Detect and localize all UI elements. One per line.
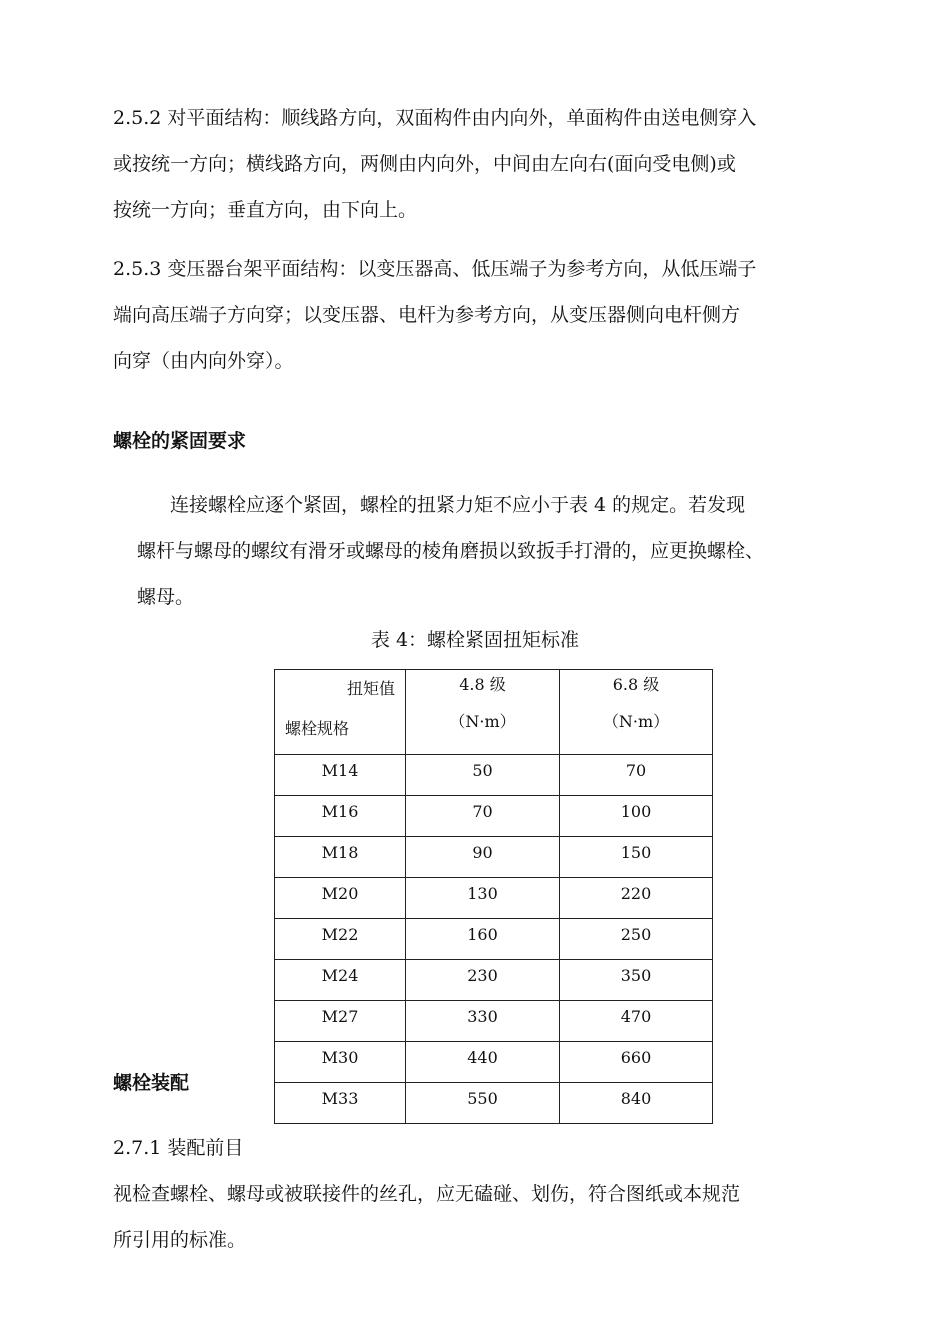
cell-spec: M22: [275, 919, 406, 960]
text-line: 螺母。: [137, 586, 195, 608]
table-row: [275, 796, 713, 837]
cell-4-8: 70: [406, 796, 560, 837]
paragraph-2-7-1: [113, 1125, 873, 1263]
table-row: [275, 837, 713, 878]
cell-4-8: 90: [406, 837, 560, 878]
header-grade-label: 6.8 级: [612, 675, 660, 694]
cell-4-8: 230: [406, 960, 560, 1001]
text-line: 2.5.3 变压器台架平面结构：以变压器高、低压端子为参考方向，从低压端子: [113, 258, 757, 280]
text-line: 或按统一方向；横线路方向，两侧由内向外，中间由左向右(面向受电侧)或: [113, 153, 736, 175]
cell-6-8: 660: [560, 1042, 713, 1083]
text-line: 端向高压端子方向穿；以变压器、电杆为参考方向，从变压器侧向电杆侧方: [113, 304, 741, 326]
cell-spec: M30: [275, 1042, 406, 1083]
text-line: 连接螺栓应逐个紧固，螺栓的扭紧力矩不应小于表 4 的规定。若发现: [170, 494, 746, 516]
text-line: 按统一方向；垂直方向，由下向上。: [113, 199, 418, 221]
header-grade-label: 4.8 级: [459, 675, 506, 694]
cell-spec: M27: [275, 1001, 406, 1042]
cell-6-8: 350: [560, 960, 713, 1001]
table-row: [275, 919, 713, 960]
table-row: [275, 1083, 713, 1124]
cell-6-8: 470: [560, 1001, 713, 1042]
cell-6-8: 70: [560, 755, 713, 796]
cell-6-8: 250: [560, 919, 713, 960]
table-row: [275, 1042, 713, 1083]
cell-4-8: 550: [406, 1083, 560, 1124]
cell-spec: M24: [275, 960, 406, 1001]
header-corner-bottom: 螺栓规格: [285, 719, 350, 738]
section-heading-assembly: 螺栓装配: [113, 1072, 190, 1094]
header-corner-cell: [275, 670, 406, 755]
cell-4-8: 160: [406, 919, 560, 960]
cell-spec: M33: [275, 1083, 406, 1124]
text-line: 2.7.1 装配前目: [113, 1137, 244, 1159]
cell-spec: M14: [275, 755, 406, 796]
cell-4-8: 50: [406, 755, 560, 796]
cell-6-8: 100: [560, 796, 713, 837]
text-line: 所引用的标准。: [113, 1229, 247, 1251]
section-heading-tightening: 螺栓的紧固要求: [113, 430, 247, 452]
header-grade-4-8: [406, 670, 560, 755]
table-header-row: [275, 670, 713, 755]
cell-spec: M16: [275, 796, 406, 837]
table-row: [275, 755, 713, 796]
table-row: [275, 960, 713, 1001]
paragraph-tightening: [113, 482, 873, 620]
header-unit-label: （N·m）: [602, 712, 670, 731]
header-corner-top: 扭矩值: [346, 679, 395, 698]
table-row: [275, 878, 713, 919]
header-unit-label: （N·m）: [449, 712, 516, 731]
torque-table: [274, 669, 713, 1124]
cell-6-8: 150: [560, 837, 713, 878]
cell-4-8: 440: [406, 1042, 560, 1083]
cell-6-8: 220: [560, 878, 713, 919]
cell-spec: M18: [275, 837, 406, 878]
cell-4-8: 330: [406, 1001, 560, 1042]
table-row: [275, 1001, 713, 1042]
text-line: 2.5.2 对平面结构：顺线路方向，双面构件由内向外，单面构件由送电侧穿入: [113, 107, 757, 129]
paragraph-2-5-2: [113, 95, 873, 233]
cell-6-8: 840: [560, 1083, 713, 1124]
paragraph-2-5-3: [113, 246, 873, 384]
cell-4-8: 130: [406, 878, 560, 919]
text-line: 螺杆与螺母的螺纹有滑牙或螺母的棱角磨损以致扳手打滑的，应更换螺栓、: [137, 540, 765, 562]
cell-spec: M20: [275, 878, 406, 919]
header-grade-6-8: [560, 670, 713, 755]
text-line: 视检查螺栓、螺母或被联接件的丝孔，应无磕碰、划伤，符合图纸或本规范: [113, 1183, 741, 1205]
table-caption: 表 4：螺栓紧固扭矩标准: [370, 629, 580, 651]
text-line: 向穿（由内向外穿）。: [113, 350, 294, 372]
